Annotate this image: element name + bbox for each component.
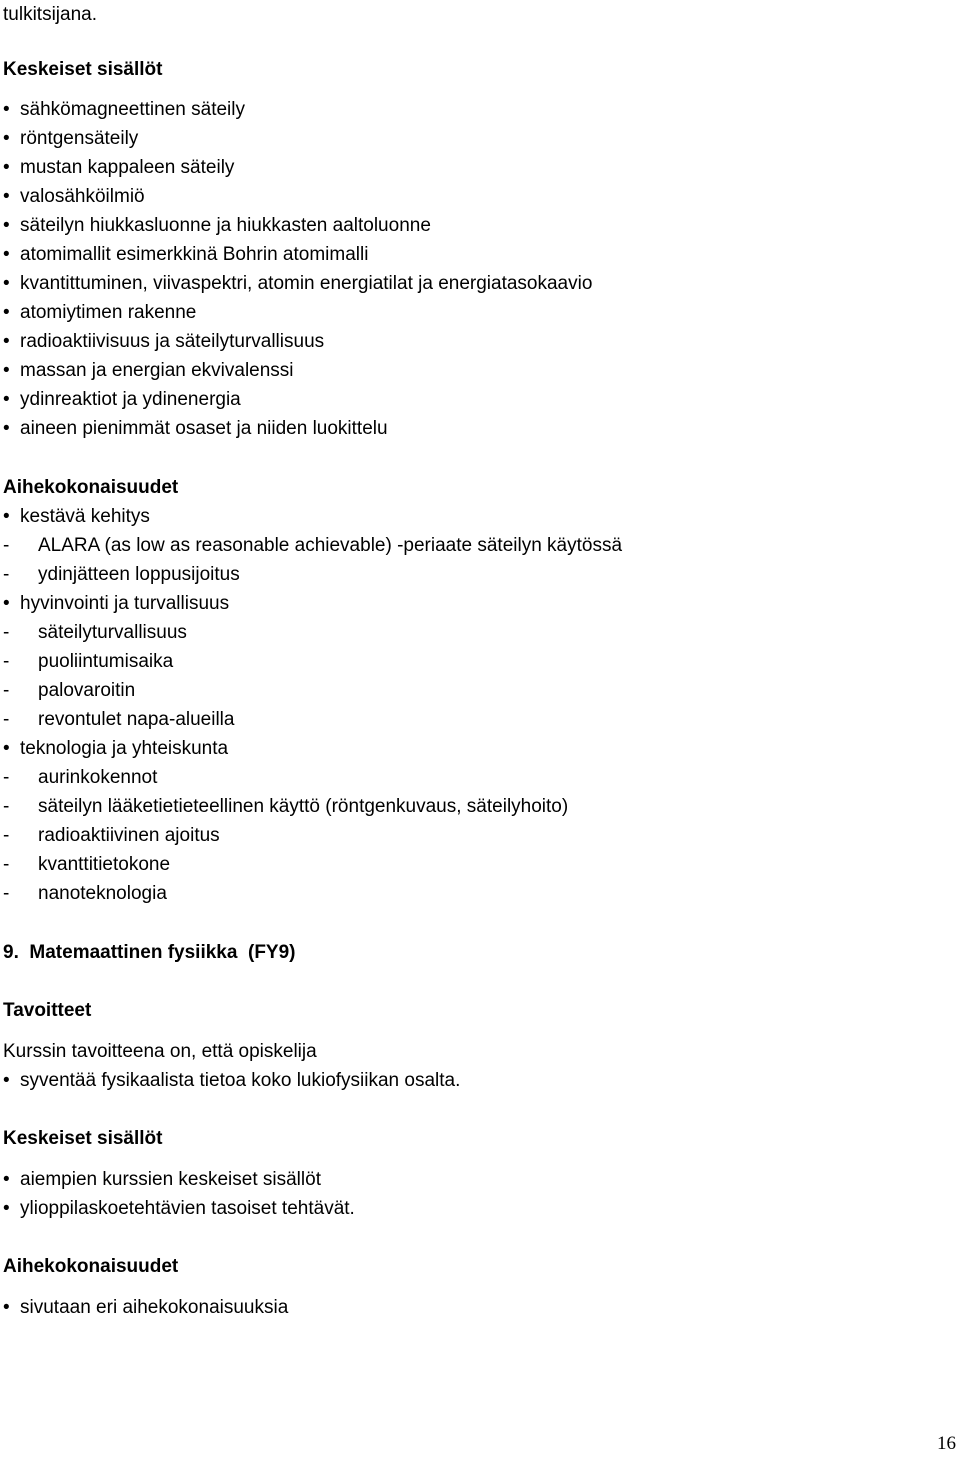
list-item: - säteilyturvallisuus bbox=[3, 618, 622, 647]
list-item: • massan ja energian ekvivalenssi bbox=[3, 356, 592, 385]
course9-contents-heading: Keskeiset sisällöt bbox=[3, 1128, 163, 1149]
course8-contents-list bbox=[3, 95, 592, 443]
course9-goals-intro: Kurssin tavoitteena on, että opiskelija bbox=[3, 1041, 317, 1062]
list-item: • säteilyn hiukkasluonne ja hiukkasten aaltoluonne bbox=[3, 211, 592, 240]
page-number: 16 bbox=[937, 1433, 956, 1454]
list-item: • röntgensäteily bbox=[3, 124, 592, 153]
list-item: • teknologia ja yhteiskunta bbox=[3, 734, 622, 763]
list-item: • kvantittuminen, viivaspektri, atomin energiatilat ja energiatasokaavio bbox=[3, 269, 592, 298]
intro-tail-text: tulkitsijana. bbox=[3, 4, 97, 25]
list-item: - radioaktiivinen ajoitus bbox=[3, 821, 622, 850]
list-item: - säteilyn lääketietieteellinen käyttö (röntgenkuvaus, säteilyhoito) bbox=[3, 792, 622, 821]
list-item: - nanoteknologia bbox=[3, 879, 622, 908]
list-item: - puoliintumisaika bbox=[3, 647, 622, 676]
course8-themes-list bbox=[3, 502, 622, 908]
list-item: • atomiytimen rakenne bbox=[3, 298, 592, 327]
list-item: • atomimallit esimerkkinä Bohrin atomimalli bbox=[3, 240, 592, 269]
course9-contents-list bbox=[3, 1165, 355, 1223]
list-item: - revontulet napa-alueilla bbox=[3, 705, 622, 734]
list-item: • ydinreaktiot ja ydinenergia bbox=[3, 385, 592, 414]
course8-themes-heading: Aihekokonaisuudet bbox=[3, 477, 179, 498]
course9-themes-heading: Aihekokonaisuudet bbox=[3, 1256, 179, 1277]
list-item: - kvanttitietokone bbox=[3, 850, 622, 879]
list-item: • hyvinvointi ja turvallisuus bbox=[3, 589, 622, 618]
list-item: • valosähköilmiö bbox=[3, 182, 592, 211]
list-item: - ALARA (as low as reasonable achievable) -periaate säteilyn käytössä bbox=[3, 531, 622, 560]
course9-title: 9. Matemaattinen fysiikka (FY9) bbox=[3, 942, 296, 963]
list-item: • sähkömagneettinen säteily bbox=[3, 95, 592, 124]
list-item: - aurinkokennot bbox=[3, 763, 622, 792]
list-item: • ylioppilaskoetehtävien tasoiset tehtävät. bbox=[3, 1194, 355, 1223]
list-item: • radioaktiivisuus ja säteilyturvallisuus bbox=[3, 327, 592, 356]
list-item: - palovaroitin bbox=[3, 676, 622, 705]
course9-goals-heading: Tavoitteet bbox=[3, 1000, 92, 1021]
list-item: • kestävä kehitys bbox=[3, 502, 622, 531]
list-item: • syventää fysikaalista tietoa koko lukiofysiikan osalta. bbox=[3, 1066, 460, 1095]
list-item: - ydinjätteen loppusijoitus bbox=[3, 560, 622, 589]
list-item: • aineen pienimmät osaset ja niiden luokittelu bbox=[3, 414, 592, 443]
list-item: • sivutaan eri aihekokonaisuuksia bbox=[3, 1293, 288, 1322]
course8-contents-heading: Keskeiset sisällöt bbox=[3, 59, 163, 80]
list-item: • mustan kappaleen säteily bbox=[3, 153, 592, 182]
list-item: • aiempien kurssien keskeiset sisällöt bbox=[3, 1165, 355, 1194]
